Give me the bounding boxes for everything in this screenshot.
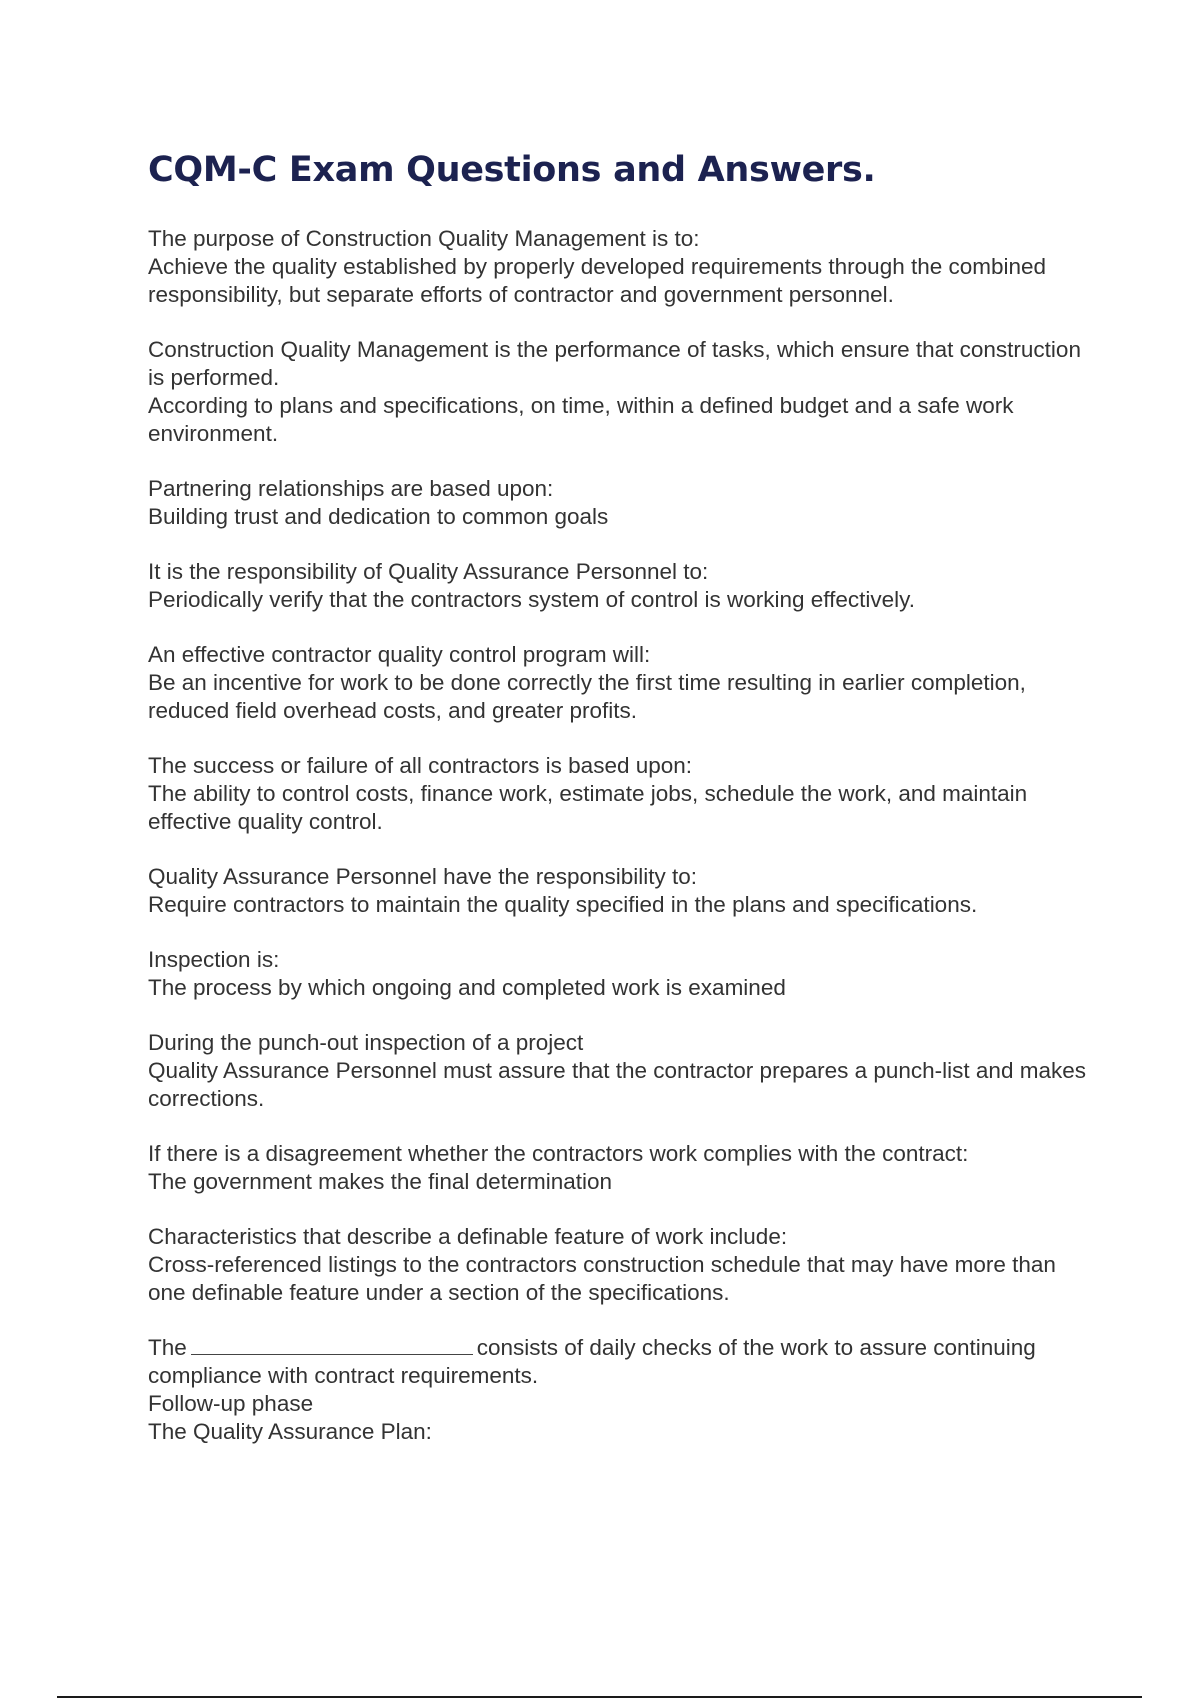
fill-in-blank: [191, 1334, 473, 1355]
question-text: The purpose of Construction Quality Management is to:: [148, 226, 700, 251]
fill-in-question: [148, 1334, 1088, 1390]
question-text: Quality Assurance Personnel have the responsibility to:: [148, 864, 698, 889]
qa-item: [148, 336, 1088, 448]
qa-item: [148, 558, 1088, 614]
page-bottom-rule: [57, 1696, 1142, 1698]
qa-item: [148, 946, 1088, 1002]
answer-text: Be an incentive for work to be done correctly the first time resulting in earlier completion, reduced field overhead costs, and greater profits.: [148, 670, 1026, 723]
question-text: It is the responsibility of Quality Assurance Personnel to:: [148, 559, 709, 584]
question-text: An effective contractor quality control program will:: [148, 642, 651, 667]
qa-item: [148, 1029, 1088, 1113]
question-text: Characteristics that describe a definable feature of work include:: [148, 1224, 788, 1249]
question-text: Inspection is:: [148, 947, 280, 972]
qa-item-fill-in: [148, 1334, 1088, 1446]
document-title: CQM-C Exam Questions and Answers.: [148, 150, 876, 190]
question-text: Construction Quality Management is the performance of tasks, which ensure that construction is performed.: [148, 337, 1081, 390]
qa-item: [148, 225, 1088, 309]
qa-item: [148, 641, 1088, 725]
qa-item: [148, 863, 1088, 919]
answer-text: Periodically verify that the contractors system of control is working effectively.: [148, 587, 915, 612]
answer-text: According to plans and specifications, on time, within a defined budget and a safe work environment.: [148, 393, 1014, 446]
question-text: Partnering relationships are based upon:: [148, 476, 554, 501]
answer-text: Cross-referenced listings to the contractors construction schedule that may have more than one definable feature under a section of the specifications.: [148, 1252, 1056, 1305]
qa-item: [148, 475, 1088, 531]
answer-text: Follow-up phase: [148, 1391, 314, 1416]
qa-item: [148, 1223, 1088, 1307]
question-text: During the punch-out inspection of a project: [148, 1030, 584, 1055]
fill-in-suffix: consists of daily checks of the work to assure continuing compliance with contract requirements.: [148, 1335, 1036, 1388]
answer-text: Require contractors to maintain the quality specified in the plans and specifications.: [148, 892, 978, 917]
qa-item: [148, 752, 1088, 836]
question-text: If there is a disagreement whether the contractors work complies with the contract:: [148, 1141, 969, 1166]
answer-text: Quality Assurance Personnel must assure that the contractor prepares a punch-list and makes corrections.: [148, 1058, 1086, 1111]
answer-text: The government makes the final determination: [148, 1169, 612, 1194]
answer-text: Building trust and dedication to common goals: [148, 504, 609, 529]
question-text: The Quality Assurance Plan:: [148, 1419, 432, 1444]
qa-item: [148, 1140, 1088, 1196]
answer-text: Achieve the quality established by properly developed requirements through the combined responsibility, but separate efforts of contractor and government personnel.: [148, 254, 1047, 307]
qa-list: [148, 225, 1088, 1473]
question-text: The success or failure of all contractors is based upon:: [148, 753, 693, 778]
answer-text: The process by which ongoing and completed work is examined: [148, 975, 786, 1000]
answer-text: The ability to control costs, finance work, estimate jobs, schedule the work, and maintain effective quality control.: [148, 781, 1028, 834]
fill-in-prefix: The: [148, 1335, 187, 1360]
